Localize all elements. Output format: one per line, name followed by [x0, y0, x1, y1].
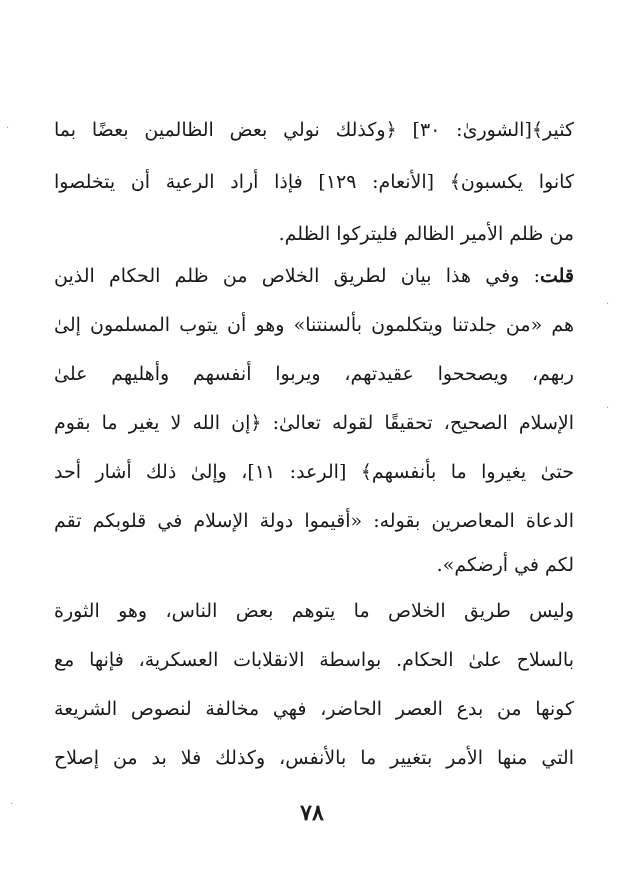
text-line: من ظلم الأمير الظالم فليتركوا الظلم.	[278, 223, 574, 245]
lead-word: قلت	[539, 265, 574, 287]
text-line: كانوا يكسبون﴾ [الأنعام: ١٢٩] فإذا أراد الرعية أن يتخلصوا	[54, 171, 574, 193]
scan-speck: ·	[606, 299, 610, 310]
text-line: هم «من جلدتنا ويتكلمون بألسنتنا» وهو أن يتوب المسلمون إلىٰ	[54, 314, 574, 336]
page-number: ٧٨	[300, 800, 324, 826]
text-line: وليس طريق الخلاص ما يتوهم بعض الناس، وهو الثورة	[54, 600, 574, 622]
text-line: كثير﴾[الشورىٰ: ٣٠] ﴿وكذلك نولي بعض الظالمين بعضًا بما	[54, 119, 574, 141]
text-line: لكم في أرضكم».	[436, 554, 574, 576]
text-line: التي منها الأمر بتغيير ما بالأنفس، وكذلك فلا بد من إصلاح	[54, 747, 574, 769]
scan-speck: ·	[6, 123, 10, 134]
text-fragment: : وفي هذا بيان لطريق الخلاص من ظلم الحكام الذين	[54, 265, 540, 287]
text-line	[54, 261, 574, 291]
text-line: الإسلام الصحيح، تحقيقًا لقوله تعالىٰ: ﴿إن الله لا يغير ما بقوم	[54, 412, 574, 434]
scan-speck: ·	[10, 799, 14, 810]
scan-speck: ·	[606, 403, 610, 414]
text-line: ربهم، ويصححوا عقيدتهم، ويربوا أنفسهم وأهليهم علىٰ	[54, 363, 574, 385]
text-line: كونها من بدع العصر الحاضر، فهي مخالفة لنصوص الشريعة	[54, 698, 574, 720]
text-line: الدعاة المعاصرين بقوله: «أقيموا دولة الإسلام في قلوبكم تقم	[54, 510, 574, 532]
text-line: حتىٰ يغيروا ما بأنفسهم﴾ [الرعد: ١١]، وإلىٰ ذلك أشار أحد	[54, 461, 574, 483]
text-line: بالسلاح علىٰ الحكام. بواسطة الانقلابات العسكرية، فإنها مع	[54, 649, 574, 671]
